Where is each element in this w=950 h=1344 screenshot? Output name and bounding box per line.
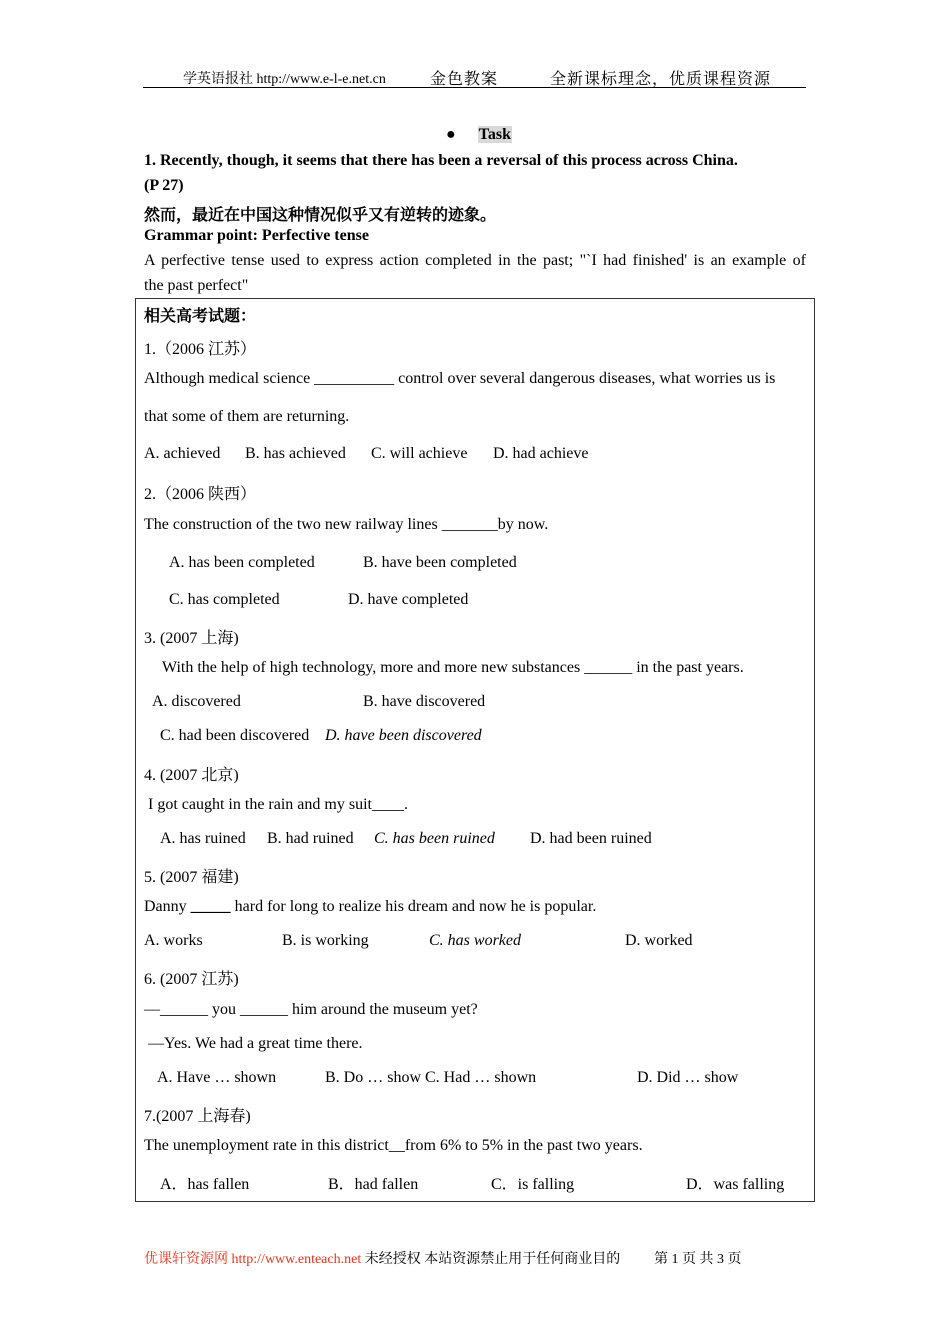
q4-stem: I got caught in the rain and my suit____. bbox=[148, 796, 408, 813]
page-reference: (P 27) bbox=[144, 177, 184, 194]
q6-option-bc: B. Do … show C. Had … shown bbox=[325, 1069, 537, 1086]
q6-option-a: A. Have … shown bbox=[157, 1069, 277, 1086]
q2-option-d: D. have completed bbox=[348, 591, 469, 608]
q1-option-b: B. has achieved bbox=[245, 445, 346, 462]
q3-option-c: C. had been discovered bbox=[160, 727, 310, 744]
q5-label: 5. (2007 福建) bbox=[144, 869, 239, 886]
q7-option-a: A．has fallen bbox=[160, 1176, 250, 1193]
footer-source-link[interactable]: 优课轩资源网 http://www.enteach.net bbox=[144, 1252, 362, 1267]
q4-label: 4. (2007 北京) bbox=[144, 767, 239, 784]
q3-option-d: D. have been discovered bbox=[325, 727, 482, 744]
q5-option-c: C. has worked bbox=[429, 932, 521, 949]
q5-stem bbox=[144, 898, 596, 916]
header-mid: 金色教案 bbox=[430, 71, 499, 88]
q1-option-a: A. achieved bbox=[144, 445, 221, 462]
grammar-title: Grammar point: Perfective tense bbox=[144, 227, 369, 244]
definition-line-1: A perfective tense used to express action completed in the past; "`I had finished' is an example of bbox=[144, 252, 806, 269]
q3-stem: With the help of high technology, more and more new substances ______ in the past years. bbox=[162, 659, 744, 676]
q1-option-d: D. had achieve bbox=[493, 445, 589, 462]
q5-stem-post: hard for long to realize his dream and now he is popular. bbox=[230, 898, 597, 915]
q4-option-c: C. has been ruined bbox=[374, 830, 495, 847]
header-left: 学英语报社 http://www.e-l-e.net.cn bbox=[183, 72, 386, 87]
key-sentence: 1. Recently, though, it seems that there has been a reversal of this process across China. bbox=[144, 152, 738, 169]
bullet-icon: ● bbox=[446, 126, 456, 143]
q2-option-b: B. have been completed bbox=[363, 554, 517, 571]
q7-option-c: C．is falling bbox=[491, 1176, 575, 1193]
q7-option-b: B．had fallen bbox=[328, 1176, 419, 1193]
q4-option-b: B. had ruined bbox=[267, 830, 354, 847]
q1-stem-line-1: Although medical science __________ control over several dangerous diseases, what worries us is bbox=[144, 370, 776, 387]
q3-option-b: B. have discovered bbox=[363, 693, 486, 710]
q6-option-d: D. Did … show bbox=[637, 1069, 739, 1086]
box-title: 相关高考试题： bbox=[144, 308, 257, 325]
footer-notice bbox=[144, 1248, 620, 1268]
header-right: 全新课标理念，优质课程资源 bbox=[550, 71, 772, 88]
q5-stem-pre: Danny bbox=[144, 898, 191, 915]
q5-option-a: A. works bbox=[144, 932, 203, 949]
q2-option-c: C. has completed bbox=[169, 591, 280, 608]
q3-label: 3. (2007 上海) bbox=[144, 630, 239, 647]
footer-page-number: 第 1 页 共 3 页 bbox=[654, 1252, 742, 1267]
q5-option-d: D. worked bbox=[625, 932, 693, 949]
definition-line-2: the past perfect" bbox=[144, 277, 249, 294]
q1-label: 1.（2006 江苏） bbox=[144, 341, 257, 358]
q4-option-d: D. had been ruined bbox=[530, 830, 652, 847]
q5-stem-blank: _____ bbox=[190, 898, 231, 915]
header-rule bbox=[143, 87, 806, 88]
q6-line-1: —______ you ______ him around the museum yet? bbox=[144, 1001, 478, 1018]
q2-option-a: A. has been completed bbox=[169, 554, 315, 571]
q2-label: 2.（2006 陕西） bbox=[144, 486, 257, 503]
task-heading bbox=[446, 126, 512, 144]
q7-label: 7.(2007 上海春) bbox=[144, 1108, 251, 1125]
q2-stem: The construction of the two new railway lines _______by now. bbox=[144, 516, 549, 533]
q1-option-c: C. will achieve bbox=[371, 445, 468, 462]
q6-line-2: —Yes. We had a great time there. bbox=[148, 1035, 363, 1052]
translation: 然而，最近在中国这种情况似乎又有逆转的迹象。 bbox=[144, 207, 497, 224]
q7-stem: The unemployment rate in this district__from 6% to 5% in the past two years. bbox=[144, 1137, 643, 1154]
q1-stem-line-2: that some of them are returning. bbox=[144, 408, 350, 425]
exam-questions-box bbox=[135, 298, 815, 1202]
q4-option-a: A. has ruined bbox=[160, 830, 246, 847]
task-title: Task bbox=[478, 126, 511, 143]
q5-option-b: B. is working bbox=[282, 932, 369, 949]
footer-disclaimer: 未经授权 本站资源禁止用于任何商业目的 bbox=[361, 1252, 621, 1267]
q6-label: 6. (2007 江苏) bbox=[144, 971, 239, 988]
q3-option-a: A. discovered bbox=[152, 693, 241, 710]
q7-option-d: D．was falling bbox=[686, 1176, 785, 1193]
